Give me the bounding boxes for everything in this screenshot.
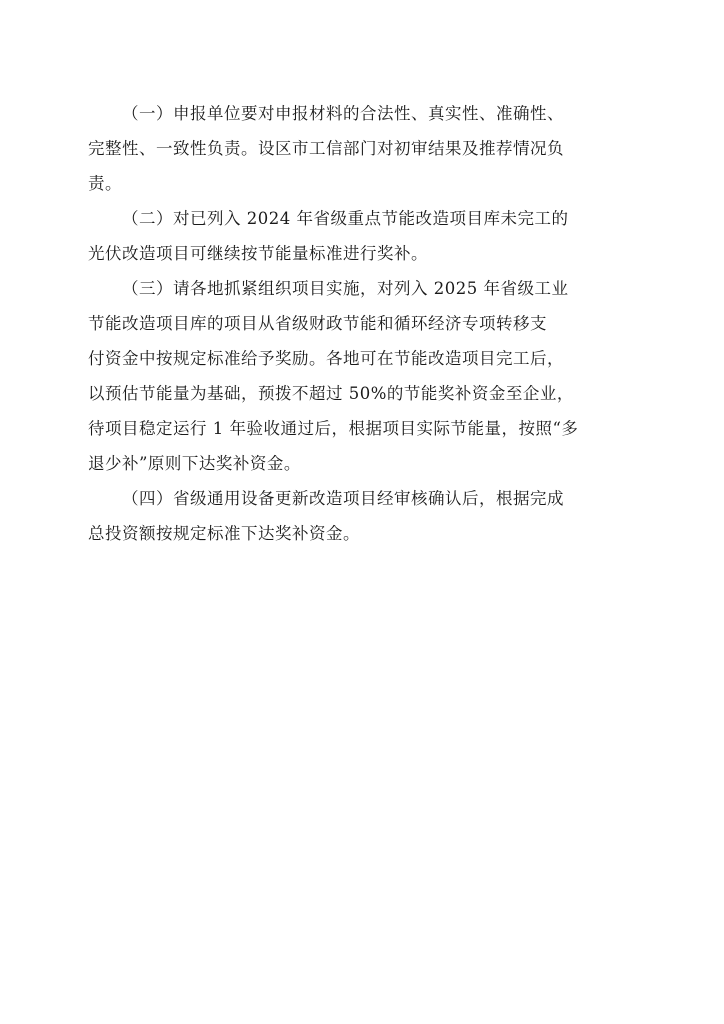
paragraph-line: 完整性、一致性负责。设区市工信部门对初审结果及推荐情况负 [88, 139, 564, 158]
paragraph-line: （二）对已列入 2024 年省级重点节能改造项目库未完工的 [122, 209, 569, 228]
document-body [88, 96, 648, 551]
paragraph-line: 付资金中按规定标准给予奖励。各地可在节能改造项目完工后， [88, 349, 564, 368]
paragraph-3 [88, 271, 648, 481]
paragraph-line: 退少补”原则下达奖补资金。 [88, 454, 301, 473]
paragraph-line: 光伏改造项目可继续按节能量标准进行奖补。 [88, 244, 428, 263]
paragraph-line: 以预估节能量为基础，预拨不超过 50%的节能奖补资金至企业， [88, 384, 574, 403]
paragraph-line: （一）申报单位要对申报材料的合法性、真实性、准确性、 [122, 104, 564, 123]
paragraph-line: （三）请各地抓紧组织项目实施，对列入 2025 年省级工业 [122, 279, 569, 298]
paragraph-line: 责。 [88, 174, 122, 193]
paragraph-line: 总投资额按规定标准下达奖补资金。 [88, 524, 360, 543]
paragraph-4 [88, 481, 648, 551]
paragraph-1 [88, 96, 648, 201]
paragraph-2 [88, 201, 648, 271]
paragraph-line: 待项目稳定运行 1 年验收通过后，根据项目实际节能量，按照“多 [88, 419, 579, 438]
paragraph-line: （四）省级通用设备更新改造项目经审核确认后，根据完成 [122, 489, 564, 508]
paragraph-line: 节能改造项目库的项目从省级财政节能和循环经济专项转移支 [88, 314, 547, 333]
